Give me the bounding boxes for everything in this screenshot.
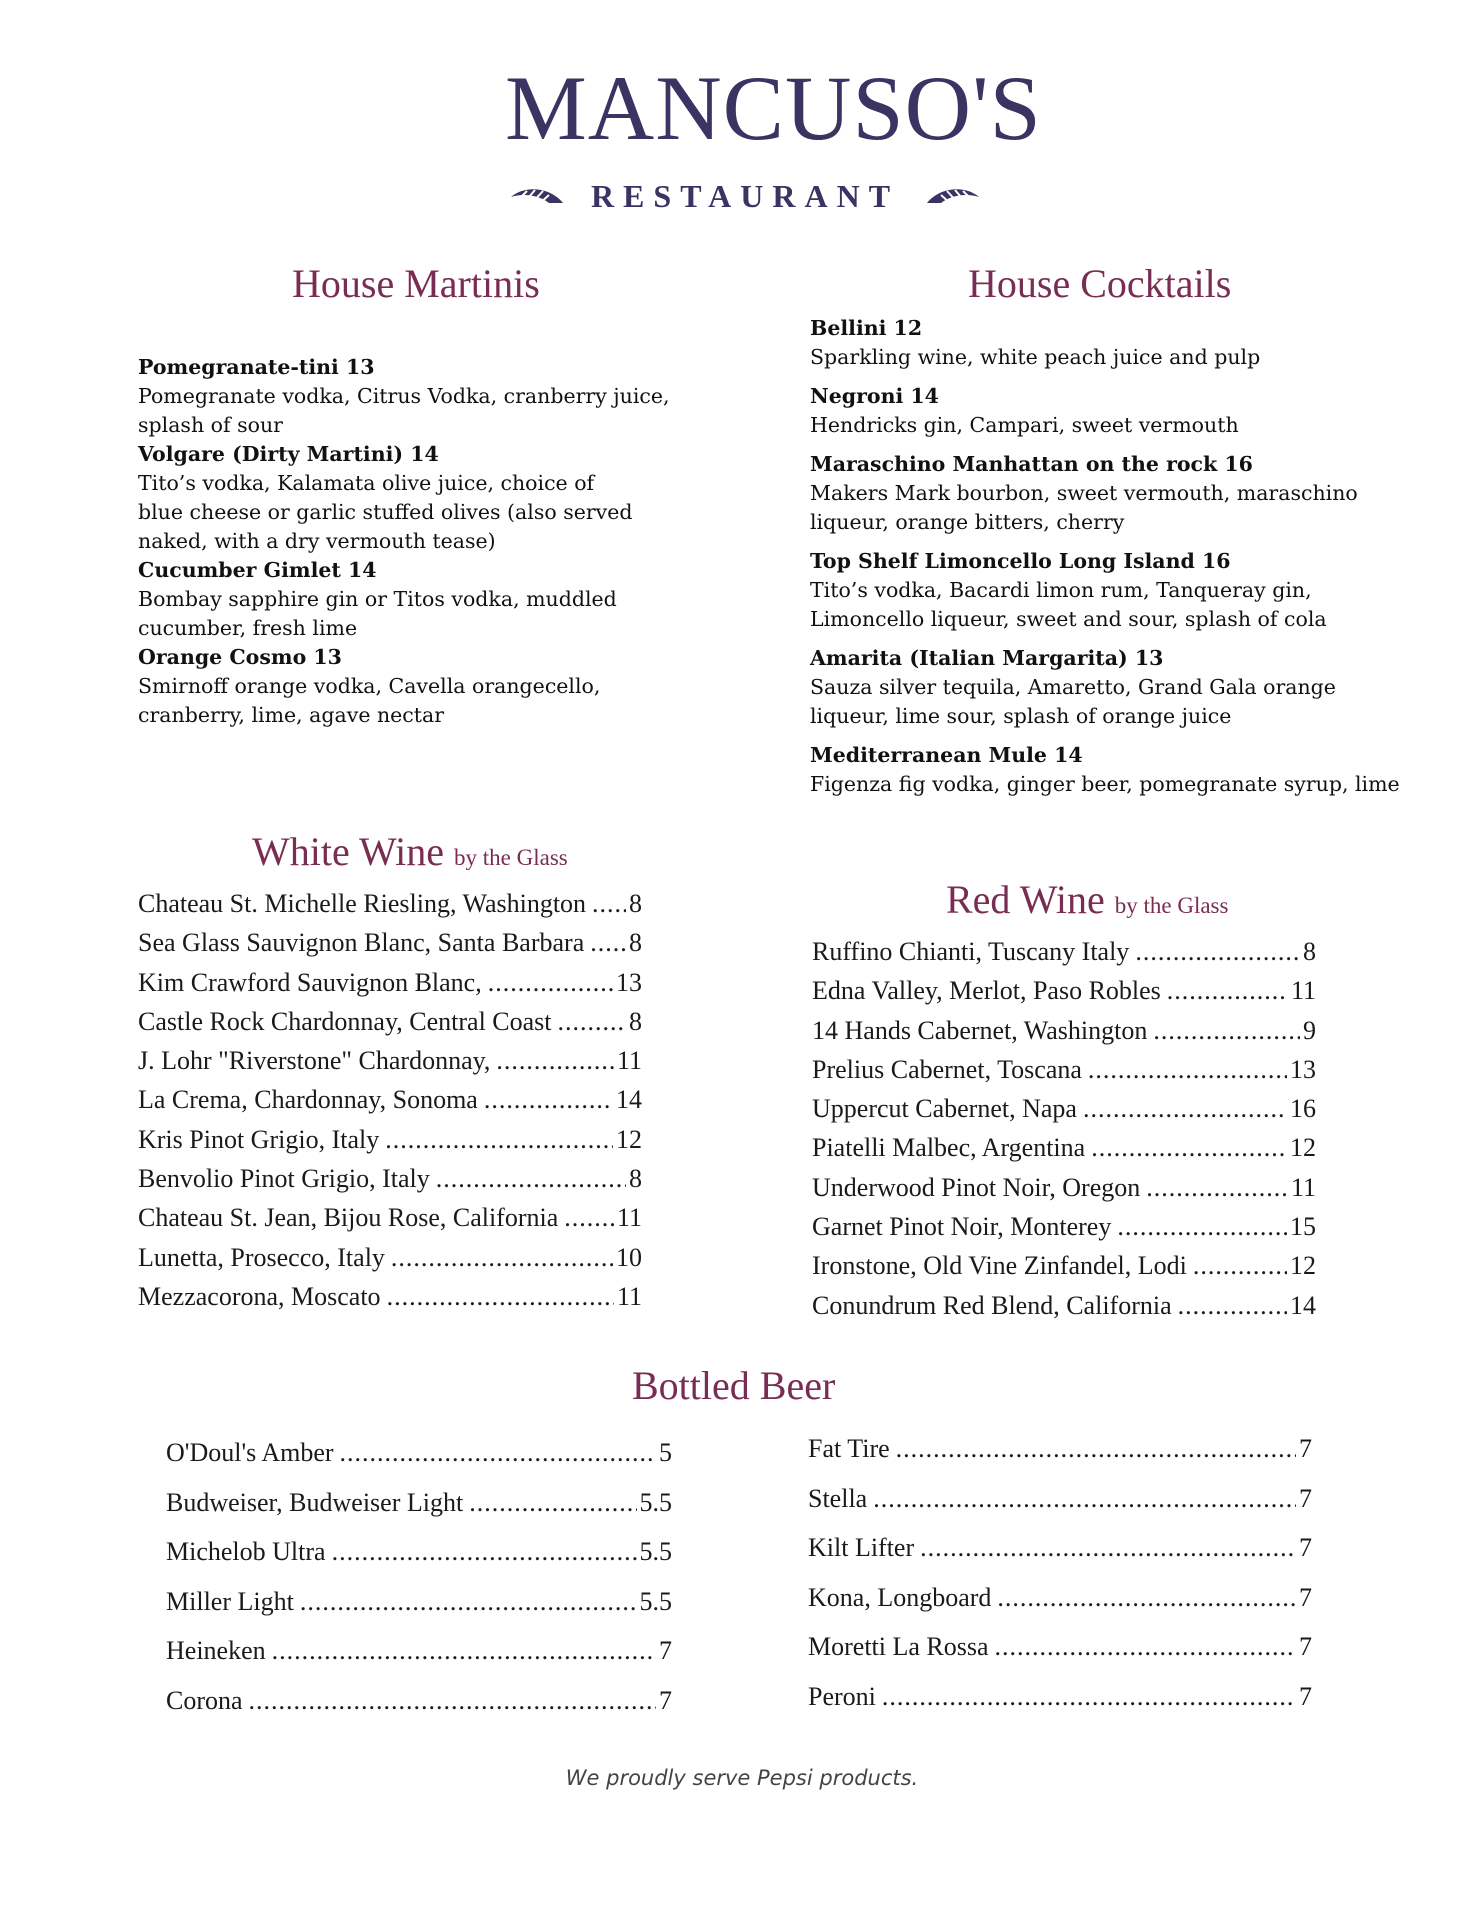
leader-dots <box>385 1120 613 1159</box>
white-wine-heading: White Wine <box>252 829 445 874</box>
drink-name: Mediterranean Mule 14 <box>810 743 1083 767</box>
drink-description: Tito’s vodka, Kalamata olive juice, choice of blue cheese or garlic stuffed olives (also served naked, with a dry vermouth tease) <box>138 471 633 553</box>
leader-dots <box>488 963 613 1002</box>
item-price: 8 <box>629 889 642 918</box>
leader-dots <box>1088 1050 1287 1089</box>
menu-row <box>812 932 1316 971</box>
menu-row <box>138 884 642 923</box>
menu-row <box>812 971 1316 1010</box>
cocktail-item <box>810 644 1410 731</box>
cocktails-title: House Cocktails <box>968 261 1232 306</box>
item-price: 16 <box>1290 1094 1316 1124</box>
menu-row <box>166 1428 672 1478</box>
leader-dots <box>997 1573 1296 1623</box>
item-price: 8 <box>629 928 642 958</box>
menu-row <box>166 1676 672 1726</box>
logo-name: MANCUSO'S <box>505 57 1042 159</box>
white-wine-subtitle: by the Glass <box>454 845 568 870</box>
item-name: Ruffino Chianti, Tuscany Italy <box>812 937 1130 966</box>
leader-dots <box>1091 1128 1287 1167</box>
cocktail-item <box>810 741 1410 799</box>
menu-row <box>138 1277 642 1316</box>
leader-dots <box>332 1527 637 1577</box>
leader-dots <box>1117 1207 1287 1246</box>
leader-dots <box>1083 1089 1287 1128</box>
menu-row <box>812 1128 1316 1167</box>
menu-row <box>166 1527 672 1577</box>
item-name: Kilt Lifter <box>808 1533 915 1562</box>
item-price: 12 <box>1290 1251 1316 1281</box>
drink-description: Figenza fig vodka, ginger beer, pomegranate syrup, lime <box>810 772 1400 796</box>
item-name: Chateau St. Michelle Riesling, Washington <box>138 889 587 918</box>
menu-row <box>808 1523 1312 1573</box>
drink-description: Sparkling wine, white peach juice and pulp <box>810 345 1261 369</box>
menu-row <box>166 1626 672 1676</box>
leader-dots <box>1193 1246 1287 1285</box>
leader-dots <box>1135 932 1300 971</box>
item-name: Underwood Pinot Noir, Oregon <box>812 1172 1141 1202</box>
menu-row <box>166 1478 672 1528</box>
leader-dots <box>920 1523 1296 1573</box>
item-price: 13 <box>1290 1054 1316 1084</box>
martinis-title: House Martinis <box>292 261 540 306</box>
item-name: Fat Tire <box>808 1434 890 1463</box>
drink-name: Pomegranate-tini 13 <box>138 355 375 379</box>
item-name: Corona <box>166 1685 243 1715</box>
drink-description: Hendricks gin, Campari, sweet vermouth <box>810 413 1239 437</box>
cocktail-item <box>810 314 1410 372</box>
item-name: Michelob Ultra <box>166 1537 326 1566</box>
leader-dots <box>1167 971 1288 1010</box>
item-name: Kona, Longboard <box>808 1582 992 1612</box>
item-price: 11 <box>1290 1172 1316 1202</box>
menu-row <box>138 1238 642 1277</box>
item-name: Uppercut Cabernet, Napa <box>812 1094 1077 1124</box>
martini-item <box>138 556 698 643</box>
item-price: 7 <box>1299 1483 1312 1513</box>
white-wine-title <box>252 829 568 874</box>
item-name: Prelius Cabernet, Toscana <box>812 1054 1082 1084</box>
drink-name: Maraschino Manhattan on the rock 16 <box>810 452 1253 476</box>
leader-dots <box>484 1080 613 1119</box>
item-price: 10 <box>616 1242 642 1272</box>
item-name: Ironstone, Old Vine Zinfandel, Lodi <box>812 1251 1187 1281</box>
menu-row <box>812 1207 1316 1246</box>
martini-item <box>138 643 698 730</box>
item-price: 7 <box>1299 1681 1312 1711</box>
drink-description: Makers Mark bourbon, sweet vermouth, maraschino liqueur, orange bitters, cherry <box>810 481 1358 534</box>
item-price: 7 <box>1299 1582 1312 1612</box>
item-name: Heineken <box>166 1636 266 1665</box>
menu-row <box>166 1577 672 1627</box>
item-name: Kris Pinot Grigio, Italy <box>138 1124 380 1154</box>
footer-note: We proudly serve Pepsi products. <box>565 1766 919 1790</box>
cocktail-item <box>810 382 1410 440</box>
drink-description: Sauza silver tequila, Amaretto, Grand Gala orange liqueur, lime sour, splash of orange juice <box>810 675 1336 728</box>
item-price: 11 <box>1290 976 1316 1006</box>
leader-dots <box>1153 1011 1300 1050</box>
leader-dots <box>272 1626 656 1676</box>
beer-list-left <box>166 1428 672 1725</box>
leader-dots <box>387 1277 614 1316</box>
item-price: 9 <box>1303 1015 1316 1045</box>
leader-dots <box>995 1622 1296 1672</box>
item-price: 7 <box>1299 1632 1312 1661</box>
drink-name: Volgare (Dirty Martini) 14 <box>138 442 439 466</box>
item-name: Benvolio Pinot Grigio, Italy <box>138 1164 430 1194</box>
item-name: O'Doul's Amber <box>166 1438 334 1467</box>
item-name: Moretti La Rossa <box>808 1632 989 1661</box>
item-price: 7 <box>1299 1434 1312 1463</box>
menu-row <box>138 1120 642 1159</box>
menu-row <box>808 1474 1312 1524</box>
item-price: 15 <box>1290 1212 1316 1242</box>
drink-name: Bellini 12 <box>810 316 923 340</box>
item-name: Garnet Pinot Noir, Monterey <box>812 1212 1112 1242</box>
leader-dots <box>873 1474 1296 1524</box>
item-name: Budweiser, Budweiser Light <box>166 1487 464 1517</box>
menu-row <box>812 1246 1316 1285</box>
item-price: 14 <box>616 1085 642 1115</box>
red-wine-subtitle: by the Glass <box>1114 893 1229 918</box>
menu-row <box>138 1041 642 1080</box>
cocktail-item <box>810 450 1410 537</box>
drink-description: Pomegranate vodka, Citrus Vodka, cranberry juice, splash of sour <box>138 384 670 437</box>
drink-name: Top Shelf Limoncello Long Island 16 <box>810 549 1231 573</box>
red-wine-heading: Red Wine <box>946 877 1105 922</box>
menu-row <box>138 1080 642 1119</box>
beer-title: Bottled Beer <box>632 1363 836 1408</box>
leader-dots <box>882 1672 1296 1722</box>
martini-item <box>138 353 698 440</box>
leader-dots <box>340 1428 656 1478</box>
item-price: 7 <box>1299 1533 1312 1562</box>
drink-name: Negroni 14 <box>810 384 939 408</box>
drink-description: Smirnoff orange vodka, Cavella orangecello, cranberry, lime, agave nectar <box>138 674 601 727</box>
menu-row <box>808 1672 1312 1722</box>
item-name: Peroni <box>808 1681 876 1711</box>
menu-row <box>138 1159 642 1198</box>
item-price: 13 <box>616 967 642 997</box>
item-name: Chateau St. Jean, Bijou Rose, California <box>138 1203 559 1233</box>
item-price: 12 <box>1290 1133 1316 1163</box>
item-price: 12 <box>616 1124 642 1154</box>
item-price: 5.5 <box>639 1487 672 1517</box>
menu-row <box>812 1168 1316 1207</box>
menu-row <box>808 1424 1312 1474</box>
item-name: La Crema, Chardonnay, Sonoma <box>138 1085 478 1115</box>
item-name: Conundrum Red Blend, California <box>812 1290 1172 1320</box>
leader-dots <box>564 1198 614 1237</box>
item-price: 8 <box>1303 937 1316 966</box>
item-price: 7 <box>659 1636 672 1665</box>
leader-dots <box>436 1159 626 1198</box>
drink-description: Tito’s vodka, Bacardi limon rum, Tanqueray gin, Limoncello liqueur, sweet and sour, splash of cola <box>810 578 1327 631</box>
logo-subtitle: RESTAURANT <box>590 178 900 214</box>
drink-name: Cucumber Gimlet 14 <box>138 558 377 582</box>
menu-row <box>138 1002 642 1041</box>
menu-row <box>812 1286 1316 1325</box>
item-name: Edna Valley, Merlot, Paso Robles <box>812 976 1161 1006</box>
menu-row <box>138 1198 642 1237</box>
menu-row <box>812 1011 1316 1050</box>
leader-dots <box>590 923 626 962</box>
leader-dots <box>300 1577 637 1627</box>
drink-description: Bombay sapphire gin or Titos vodka, muddled cucumber, fresh lime <box>138 587 617 640</box>
item-price: 5.5 <box>639 1586 672 1616</box>
leader-dots <box>1178 1286 1287 1325</box>
menu-row <box>138 963 642 1002</box>
leader-dots <box>558 1002 626 1041</box>
drink-name: Orange Cosmo 13 <box>138 645 342 669</box>
red-wine-title <box>946 877 1229 922</box>
martini-list <box>138 353 698 730</box>
restaurant-logo <box>505 57 1042 222</box>
leader-dots <box>391 1238 613 1277</box>
item-price: 11 <box>616 1281 642 1311</box>
item-price: 14 <box>1290 1290 1316 1320</box>
item-name: Piatelli Malbec, Argentina <box>812 1133 1086 1163</box>
item-name: Stella <box>808 1483 868 1513</box>
item-name: J. Lohr "Riverstone" Chardonnay, <box>138 1046 491 1076</box>
item-price: 8 <box>629 1164 642 1194</box>
item-name: 14 Hands Cabernet, Washington <box>812 1015 1148 1045</box>
cocktail-item <box>810 547 1410 634</box>
menu-row <box>808 1573 1312 1623</box>
leader-dots <box>469 1478 636 1528</box>
white-wine-list <box>138 884 642 1316</box>
menu-row <box>808 1622 1312 1672</box>
item-price: 8 <box>629 1006 642 1036</box>
right-shell-icon <box>925 183 985 209</box>
item-price: 5 <box>659 1438 672 1467</box>
cocktail-list <box>810 314 1410 799</box>
menu-row <box>138 923 642 962</box>
item-name: Castle Rock Chardonnay, Central Coast <box>138 1006 552 1036</box>
red-wine-list <box>812 932 1316 1325</box>
leader-dots <box>592 884 626 923</box>
beer-list-right <box>808 1424 1312 1721</box>
item-name: Kim Crawford Sauvignon Blanc, <box>138 967 482 997</box>
martini-item <box>138 440 698 556</box>
leader-dots <box>896 1424 1296 1474</box>
leader-dots <box>1146 1168 1288 1207</box>
item-price: 11 <box>616 1046 642 1076</box>
leader-dots <box>249 1676 656 1726</box>
menu-row <box>812 1089 1316 1128</box>
item-price: 7 <box>659 1685 672 1715</box>
item-price: 5.5 <box>639 1537 672 1566</box>
leader-dots <box>496 1041 614 1080</box>
item-name: Lunetta, Prosecco, Italy <box>138 1242 385 1272</box>
menu-row <box>812 1050 1316 1089</box>
item-name: Miller Light <box>166 1586 294 1616</box>
item-name: Sea Glass Sauvignon Blanc, Santa Barbara <box>138 928 585 958</box>
item-price: 11 <box>616 1203 642 1233</box>
item-name: Mezzacorona, Moscato <box>138 1281 381 1311</box>
drink-name: Amarita (Italian Margarita) 13 <box>810 646 1164 670</box>
